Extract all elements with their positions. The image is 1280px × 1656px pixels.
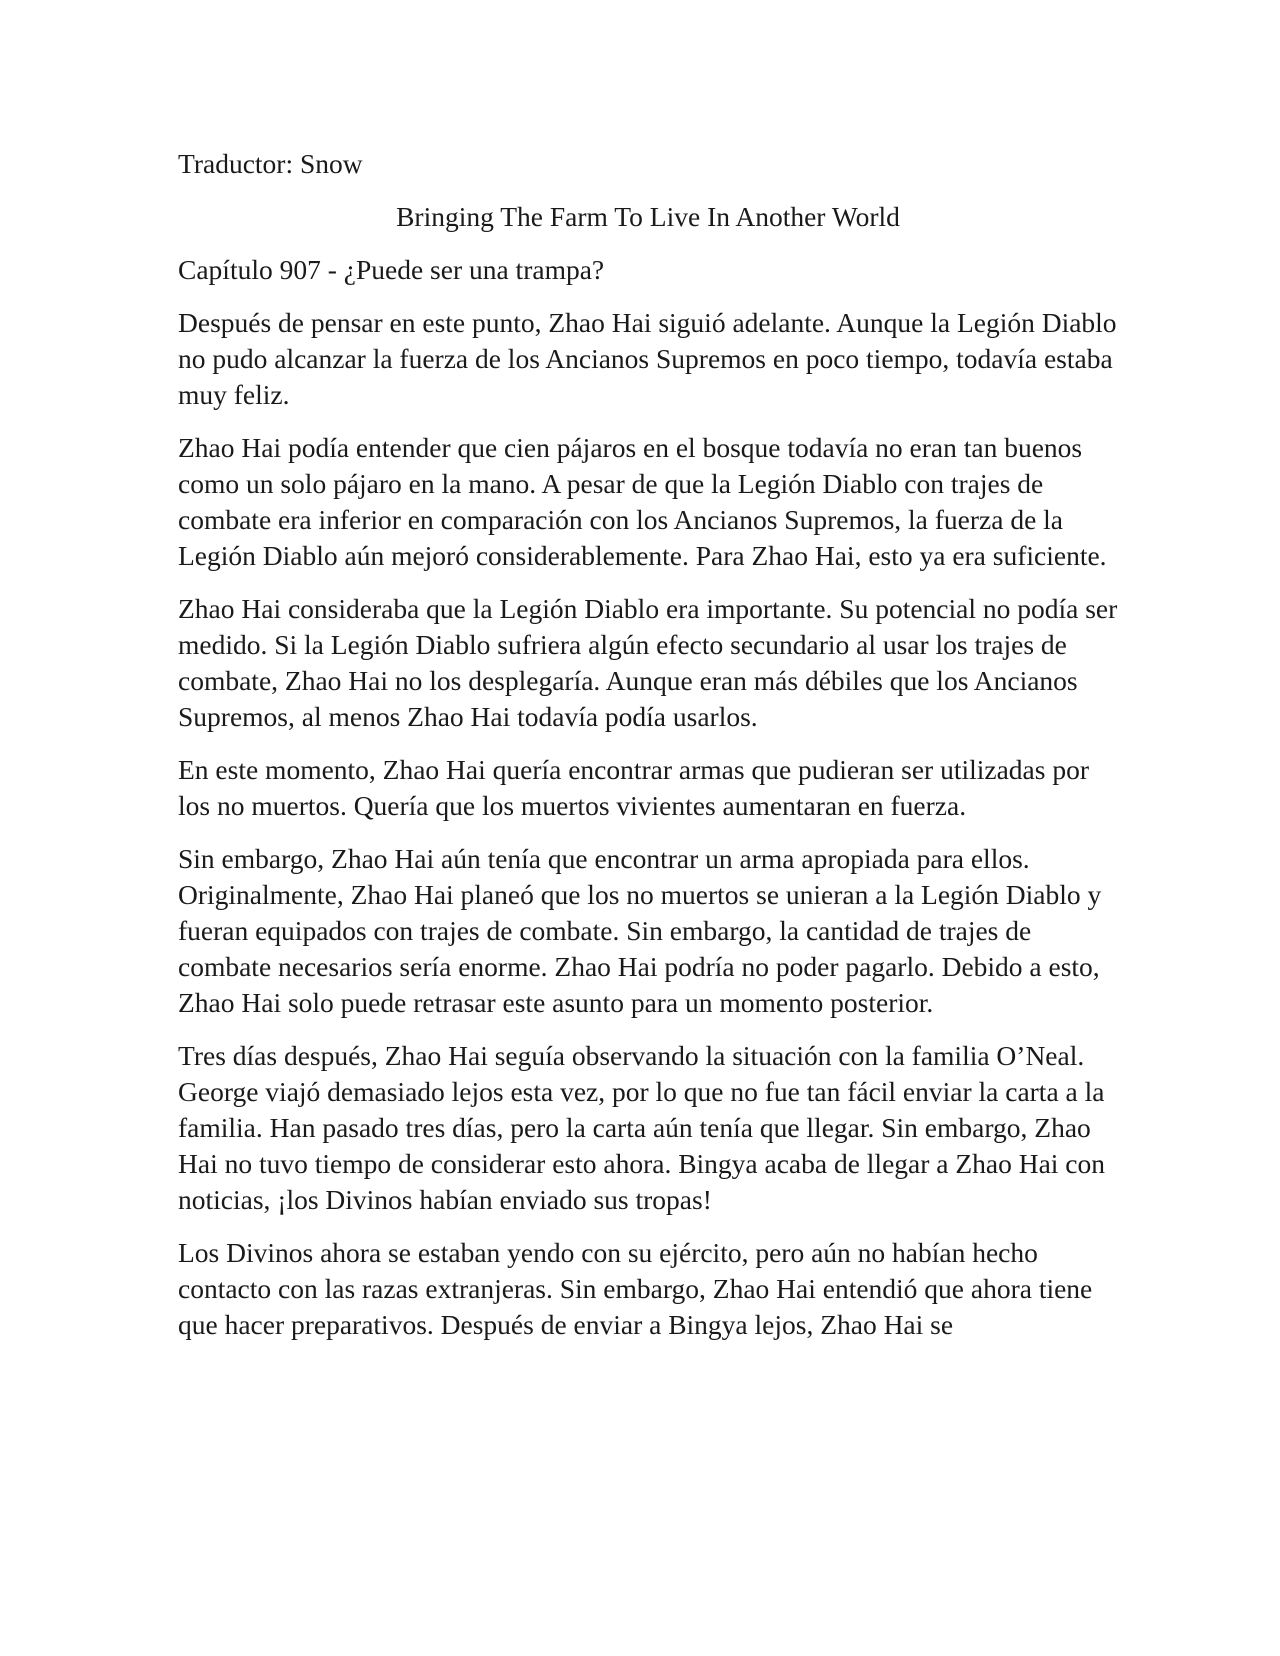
paragraph-4: En este momento, Zhao Hai quería encontrar armas que pudieran ser utilizadas por los no muertos. Quería que los muertos vivientes aumentaran en fuerza. — [178, 754, 1089, 821]
translator-credit: Traductor: Snow — [178, 148, 363, 179]
paragraph-7: Los Divinos ahora se estaban yendo con su ejército, pero aún no habían hecho contacto con las razas extranjeras. Sin embargo, Zhao Hai entendió que ahora tiene que hacer preparativos. Después de enviar a Bingya lejos, Zhao Hai se — [178, 1237, 1093, 1340]
paragraph-5: Sin embargo, Zhao Hai aún tenía que encontrar un arma apropiada para ellos. Originalmente, Zhao Hai planeó que los no muertos se unieran a la Legión Diablo y fueran equipados con trajes de combate. Sin embargo, la cantidad de trajes de combate necesarios sería enorme. Zhao Hai podría no poder pagarlo. Debido a esto, Zhao Hai solo puede retrasar este asunto para un momento posterior. — [178, 843, 1102, 1018]
paragraph-3: Zhao Hai consideraba que la Legión Diablo era importante. Su potencial no podía ser medido. Si la Legión Diablo sufriera algún efecto secundario al usar los trajes de combate, Zhao Hai no los desplegaría. Aunque eran más débiles que los Ancianos Supremos, al menos Zhao Hai todavía podía usarlos. — [178, 593, 1118, 732]
paragraph-2: Zhao Hai podía entender que cien pájaros en el bosque todavía no eran tan buenos como un solo pájaro en la mano. A pesar de que la Legión Diablo con trajes de combate era inferior en comparación con los Ancianos Supremos, la fuerza de la Legión Diablo aún mejoró considerablemente. Para Zhao Hai, esto ya era suficiente. — [178, 432, 1107, 571]
chapter-title: Capítulo 907 - ¿Puede ser una trampa? — [178, 254, 605, 285]
paragraph-6: Tres días después, Zhao Hai seguía observando la situación con la familia O’Neal. George viajó demasiado lejos esta vez, por lo que no fue tan fácil enviar la carta a la familia. Han pasado tres días, pero la carta aún tenía que llegar. Sin embargo, Zhao Hai no tuvo tiempo de considerar esto ahora. Bingya acaba de llegar a Zhao Hai con noticias, ¡los Divinos habían enviado sus tropas! — [178, 1040, 1106, 1215]
paragraph-1: Después de pensar en este punto, Zhao Hai siguió adelante. Aunque la Legión Diablo no pudo alcanzar la fuerza de los Ancianos Supremos en poco tiempo, todavía estaba muy feliz. — [178, 307, 1117, 410]
document-page — [178, 146, 1118, 1360]
book-title: Bringing The Farm To Live In Another World — [396, 201, 900, 232]
